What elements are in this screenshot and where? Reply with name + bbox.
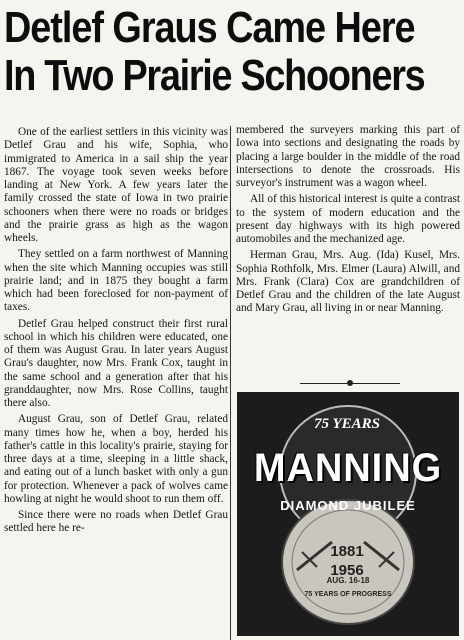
emblem-years <box>302 542 392 580</box>
paragraph: Detlef Grau helped construct their first rural school in which his children were educated, one of them was August Grau. In later years August Grau's daughter, now Mrs. Frank Cox, taught in the same school and a generation after that his granddaughter, now Mrs. Rose Collins, taught there also. <box>4 317 228 409</box>
headline-line-2: In Two Prairie Schooners <box>4 51 425 100</box>
divider-ornament <box>347 380 353 386</box>
emblem-subtitle: DIAMOND JUBILEE <box>280 498 416 513</box>
paragraph: membered the surveyers marking this part of Iowa into sections and designating the roads by placing a large boulder in the middle of the road intersections to denote the crossroads. His surveyor's instrument was a wagon wheel. <box>236 124 460 189</box>
article-right-column <box>236 124 460 319</box>
paragraph: All of this historical interest is quite a contrast to the system of modern education and the present day highways with its high powered automobiles and the mechanized age. <box>236 193 460 245</box>
headline-line-1: Detlef Graus Came Here <box>4 3 415 52</box>
emblem-dates: AUG. 16-18 <box>326 576 370 585</box>
column-rule <box>230 126 231 640</box>
emblem-year-end: 1956 <box>330 562 364 579</box>
paragraph: One of the earliest settlers in this vicinity was Detlef Grau and his wife, Sophia, who immigrated to America in a sail ship the year 1867. The voyage took seven weeks before landing at New York. A few years later the family crossed the state of Iowa in two prairie schooners when there were no roads or bridges and the prairie grass as high as the wagon wheels. <box>4 126 228 244</box>
paragraph: August Grau, son of Detlef Grau, related many times how he, when a boy, herded his father's cattle in this locality's prairie, staying for three days at a time, sleeping in a little shack, and eating out of a lunch basket with only a gun for protection. Whenever a pack of wolves came howling at night he would shoot to run them off. <box>4 413 228 505</box>
emblem-town-name: MANNING <box>253 446 443 490</box>
emblem-year-start: 1881 <box>330 543 364 560</box>
paragraph: Since there were no roads when Detlef Grau settled here he re- <box>4 509 228 535</box>
paragraph: Herman Grau, Mrs. Aug. (Ida) Kusel, Mrs. Sophia Rothfolk, Mrs. Elmer (Laura) Alwill, and Mrs. Frank (Clara) Cox are grandchildren of Detlef Grau and the children of the late August and Mary Grau, all living in or near Manning. <box>236 249 460 315</box>
emblem-bottom-text: 75 YEARS OF PROGRESS <box>304 591 392 598</box>
jubilee-emblem <box>237 392 459 636</box>
emblem-anniversary: 75 YEARS <box>314 416 380 432</box>
paragraph: They settled on a farm northwest of Manning when the site which Manning occupies was still prairie land; and in 1875 they bought a farm which had been foreclosed for non-payment of taxes. <box>4 248 228 314</box>
article-left-column <box>4 126 228 539</box>
headline <box>4 4 460 100</box>
